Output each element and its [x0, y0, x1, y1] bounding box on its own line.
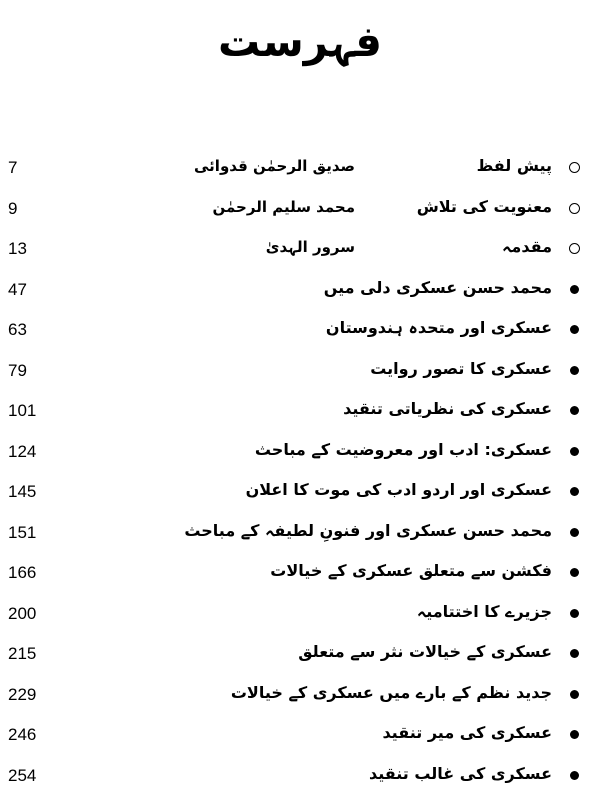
filled-circle-bullet-icon [570, 325, 579, 334]
toc-entry[interactable] [0, 393, 600, 434]
toc-title: مقدمہ [502, 233, 552, 261]
filled-circle-bullet-icon [570, 447, 579, 456]
toc-page-number: 151 [8, 521, 68, 545]
toc-title: پیش لفظ [477, 152, 552, 180]
toc-page-number: 166 [8, 561, 68, 585]
toc-entry[interactable] [0, 555, 600, 596]
toc-entry[interactable] [0, 353, 600, 394]
toc-page-number: 7 [8, 156, 68, 180]
filled-circle-bullet-icon [570, 649, 579, 658]
toc-entry[interactable] [0, 474, 600, 515]
toc-entry[interactable] [0, 677, 600, 718]
filled-circle-bullet-icon [570, 528, 579, 537]
toc-page-number: 229 [8, 683, 68, 707]
toc-entry[interactable] [0, 231, 600, 272]
toc-page-number: 145 [8, 480, 68, 504]
toc-author: محمد سلیم الرحمٰن [213, 193, 356, 221]
filled-circle-bullet-icon [570, 609, 579, 618]
toc-page-number: 9 [8, 197, 68, 221]
toc-title: عسکری: ادب اور معروضیت کے مباحث [255, 436, 552, 464]
hollow-circle-bullet-icon [569, 203, 580, 214]
toc-title: عسکری کی نظریاتی تنقید [343, 395, 552, 423]
hollow-circle-bullet-icon [569, 162, 580, 173]
toc-title: فکشن سے متعلق عسکری کے خیالات [270, 557, 552, 585]
toc-title: جدید نظم کے بارے میں عسکری کے خیالات [231, 679, 552, 707]
filled-circle-bullet-icon [570, 568, 579, 577]
toc-entry[interactable] [0, 312, 600, 353]
toc-page-number: 246 [8, 723, 68, 747]
toc-entry[interactable] [0, 191, 600, 232]
toc-title: معنویت کی تلاش [417, 193, 552, 221]
toc-page-number: 254 [8, 764, 68, 788]
toc-page-number: 63 [8, 318, 68, 342]
toc-title: عسکری اور اردو ادب کی موت کا اعلان [246, 476, 552, 504]
filled-circle-bullet-icon [570, 366, 579, 375]
toc-author: سرور الہدیٰ [266, 233, 355, 261]
toc-entry[interactable] [0, 434, 600, 475]
toc-entry[interactable] [0, 150, 600, 191]
toc-title: عسکری کی میر تنقید [382, 719, 552, 747]
table-of-contents [0, 150, 600, 798]
toc-entry[interactable] [0, 515, 600, 556]
page-title: فہرست [0, 14, 600, 70]
filled-circle-bullet-icon [570, 771, 579, 780]
toc-page-number: 101 [8, 399, 68, 423]
toc-entry[interactable] [0, 758, 600, 798]
toc-title: عسکری کی غالب تنقید [369, 760, 552, 788]
toc-author: صدیق الرحمٰن قدوائی [194, 152, 355, 180]
toc-title: عسکری کا تصور روایت [370, 355, 552, 383]
filled-circle-bullet-icon [570, 406, 579, 415]
toc-page-number: 47 [8, 278, 68, 302]
toc-entry[interactable] [0, 596, 600, 637]
hollow-circle-bullet-icon [569, 243, 580, 254]
filled-circle-bullet-icon [570, 285, 579, 294]
filled-circle-bullet-icon [570, 730, 579, 739]
toc-page-number: 13 [8, 237, 68, 261]
filled-circle-bullet-icon [570, 487, 579, 496]
filled-circle-bullet-icon [570, 690, 579, 699]
toc-entry[interactable] [0, 717, 600, 758]
toc-title: عسکری کے خیالات نثر سے متعلق [298, 638, 552, 666]
toc-title: محمد حسن عسکری دلی میں [324, 274, 552, 302]
toc-title: عسکری اور متحدہ ہندوستان [326, 314, 552, 342]
toc-entry[interactable] [0, 272, 600, 313]
toc-entry[interactable] [0, 636, 600, 677]
toc-title: جزیرے کا اختتامیہ [417, 598, 552, 626]
toc-page-number: 79 [8, 359, 68, 383]
toc-page-number: 200 [8, 602, 68, 626]
toc-page-number: 215 [8, 642, 68, 666]
toc-title: محمد حسن عسکری اور فنونِ لطیفہ کے مباحث [184, 517, 552, 545]
toc-page-number: 124 [8, 440, 68, 464]
